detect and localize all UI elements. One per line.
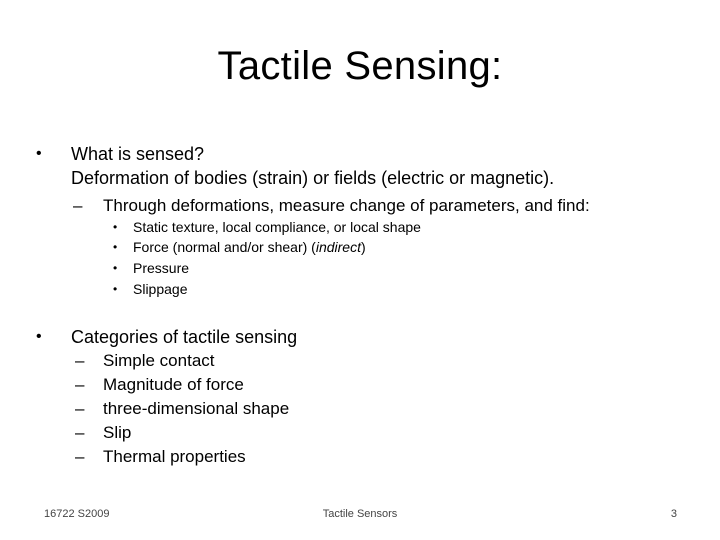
bullet-marker: • [113, 282, 118, 296]
list-item-text: Force (normal and/or shear) (indirect) [133, 239, 366, 255]
bullet-marker: • [113, 220, 118, 234]
dash-marker: – [75, 447, 85, 466]
list-item-text: Slippage [133, 281, 188, 297]
category-text: Thermal properties [103, 447, 246, 466]
bullet-marker: • [113, 240, 118, 254]
dash-marker: – [75, 351, 85, 370]
footer-title: Tactile Sensors [322, 508, 398, 520]
bullet-marker: • [36, 145, 42, 162]
list-item-text: Static texture, local compliance, or local shape [133, 219, 421, 235]
bullet-marker: • [113, 261, 118, 275]
dash-marker: – [75, 399, 85, 418]
slide-title: Tactile Sensing: [217, 44, 503, 88]
dash-marker: – [75, 375, 85, 394]
footer-page-number: 3 [670, 508, 677, 520]
category-text: Simple contact [103, 351, 215, 370]
category-text: three-dimensional shape [103, 399, 290, 418]
dash-marker: – [73, 196, 83, 215]
bullet-text: What is sensed? [71, 144, 205, 164]
category-text: Slip [103, 423, 132, 442]
category-text: Magnitude of force [103, 375, 244, 394]
dash-marker: – [75, 423, 85, 442]
list-item-text: Pressure [133, 260, 190, 276]
footer-course-code: 16722 S2009 [44, 508, 110, 520]
bullet-text: Categories of tactile sensing [71, 327, 298, 347]
bullet-continuation: Deformation of bodies (strain) or fields (electric or magnetic). [71, 168, 555, 188]
sub-bullet-text: Through deformations, measure change of parameters, and find: [103, 196, 590, 215]
bullet-marker: • [36, 328, 42, 345]
italic-text: indirect [315, 239, 361, 255]
